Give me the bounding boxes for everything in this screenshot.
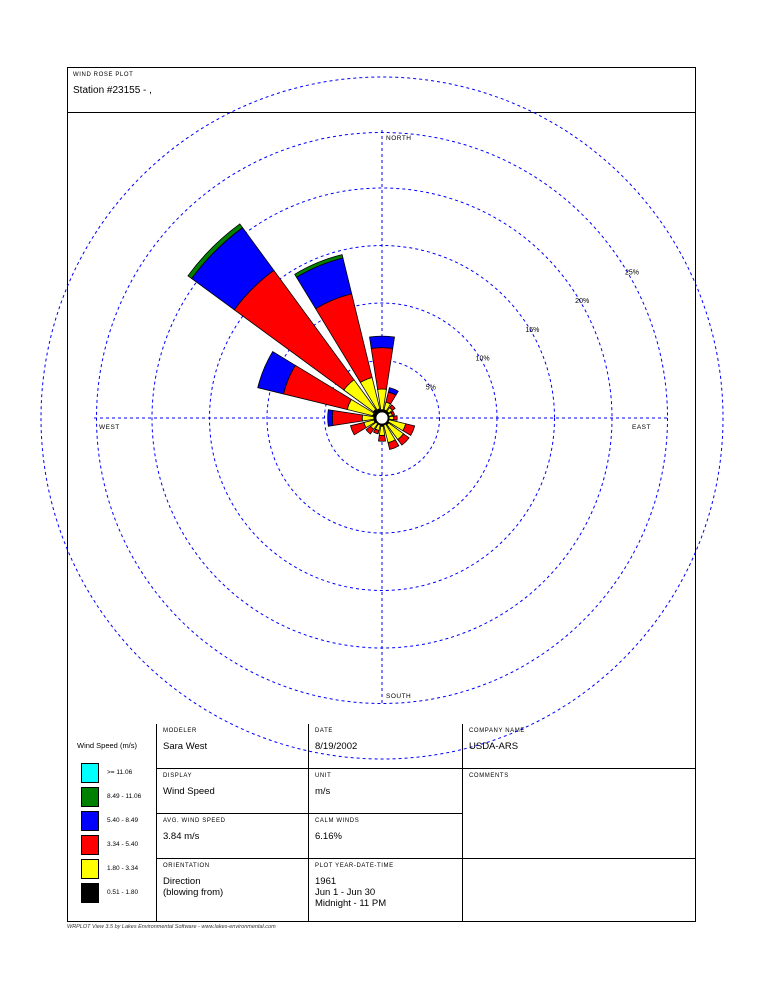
display-value: Wind Speed	[163, 786, 215, 797]
display-label: DISPLAY	[163, 773, 193, 779]
software-credit: WRPLOT View 3.5 by Lakes Environmental Software - www.lakes-environmental.com	[67, 924, 276, 930]
petal-segment	[371, 348, 392, 390]
plot-type-label: WIND ROSE PLOT	[73, 72, 134, 78]
orientation-cell	[157, 859, 309, 922]
date-value: 8/19/2002	[315, 741, 358, 752]
calm-winds-cell	[309, 814, 463, 859]
unit-label: UNIT	[315, 773, 332, 779]
legend-label: 3.34 - 5.40	[107, 841, 139, 848]
legend-label: 8.49 - 11.06	[107, 793, 142, 800]
avg-speed-cell	[157, 814, 309, 859]
calm-winds-label: CALM WINDS	[315, 818, 360, 824]
legend-label: 5.40 - 8.49	[107, 817, 139, 824]
comments-cell	[463, 769, 696, 859]
company-value: USDA-ARS	[469, 741, 519, 752]
north-label: NORTH	[386, 135, 412, 142]
legend-swatch	[81, 859, 99, 879]
legend-swatch	[81, 883, 99, 903]
date-cell	[309, 724, 463, 769]
blank-cell	[463, 859, 696, 922]
legend-swatch	[81, 811, 99, 831]
period-value: 1961 Jun 1 - Jun 30 Midnight - 11 PM	[315, 876, 387, 909]
south-label: SOUTH	[386, 693, 412, 700]
petal-segment	[328, 410, 333, 427]
orientation-label: ORIENTATION	[163, 863, 210, 869]
legend-panel	[67, 724, 157, 922]
modeler-label: MODELER	[163, 728, 197, 734]
period-cell	[309, 859, 463, 922]
calm-winds-value: 6.16%	[315, 831, 342, 842]
east-label: EAST	[632, 424, 651, 431]
ring-label: 20%	[575, 298, 590, 305]
station-title: Station #23155 - ,	[73, 85, 152, 96]
unit-cell	[309, 769, 463, 814]
legend-swatch	[81, 763, 99, 783]
calm-circle	[376, 412, 388, 424]
legend-label: 1.80 - 3.34	[107, 865, 139, 872]
period-label: PLOT YEAR-DATE-TIME	[315, 863, 394, 869]
west-label: WEST	[99, 424, 120, 431]
ring-label: 15%	[525, 326, 540, 334]
petal-segment	[394, 416, 398, 421]
avg-speed-label: AVG. WIND SPEED	[163, 818, 226, 824]
legend-swatch	[81, 787, 99, 807]
company-cell	[463, 724, 696, 769]
date-label: DATE	[315, 728, 333, 734]
modeler-cell	[157, 724, 309, 769]
legend-swatch	[81, 835, 99, 855]
petal-segment	[379, 426, 384, 435]
ring-label: 10%	[475, 355, 490, 363]
ring-label: 25%	[624, 269, 639, 277]
legend-title: Wind Speed (m/s)	[77, 741, 138, 750]
legend-label: >= 11.06	[107, 769, 133, 776]
display-cell	[157, 769, 309, 814]
petal-segment	[378, 435, 385, 441]
ring-label: 5%	[425, 384, 436, 392]
petal-segment	[370, 336, 395, 348]
orientation-value: Direction (blowing from)	[163, 876, 224, 898]
avg-speed-value: 3.84 m/s	[163, 831, 200, 842]
comments-label: COMMENTS	[469, 773, 509, 779]
petal-segment	[389, 416, 394, 420]
petal-segment	[332, 410, 362, 425]
unit-value: m/s	[315, 786, 331, 797]
legend-label: 0.51 - 1.80	[107, 889, 139, 896]
modeler-value: Sara West	[163, 741, 208, 752]
company-label: COMPANY NAME	[469, 728, 525, 734]
petal-segment	[350, 422, 366, 434]
